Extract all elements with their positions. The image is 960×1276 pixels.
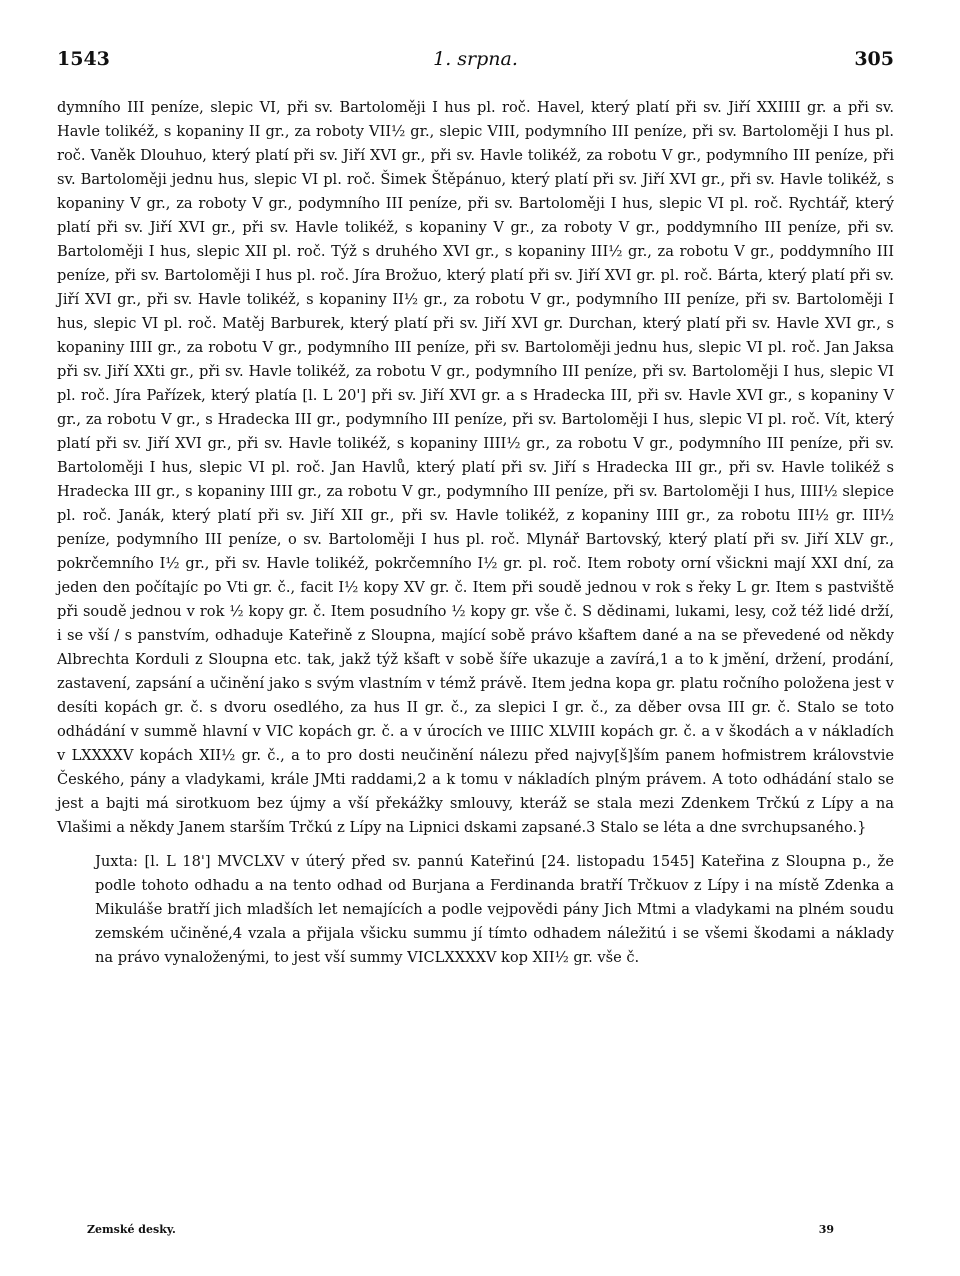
footer-signature-number: 39	[818, 1223, 834, 1236]
running-head	[57, 48, 894, 78]
running-head-date: 1. srpna.	[433, 48, 518, 70]
main-paragraph: dymního III peníze, slepic VI, při sv. Bartoloměji I hus pl. roč. Havel, který platí při sv. Jiří XXIIII gr. a při sv. Havle tolikéž, s kopaniny II gr., za roboty VII½ gr., slepic VIII, podymního III peníze, při sv. Bartoloměji I hus pl. roč. Vaněk Dlouhuo, který platí při sv. Jiří XVI gr., při sv. Havle tolikéž, za robotu V gr., podymního III peníze, při sv. Bartoloměji jednu hus, slepic VI pl. roč. Šimek Štěpánuo, který platí při sv. Jiří XVI gr., při sv. Havle tolikéž, s kopaniny V gr., za roboty V gr., podymního III peníze, při sv. Bartoloměji I hus, slepic VI pl. roč. Rychtář, který platí při sv. Jiří XVI gr., při sv. Havle tolikéž, s kopaniny V gr., za roboty V gr., poddymního III peníze, při sv. Bartoloměji I hus, slepic XII pl. roč. Týž s druhého XVI gr., s kopaniny III½ gr., za robotu V gr., poddymního III peníze, při sv. Bartoloměji I hus pl. roč. Jíra Brožuo, který platí při sv. Jiří XVI gr. pl. roč. Bárta, který platí při sv. Jiří XVI gr., při sv. Havle tolikéž, s kopaniny II½ gr., za robotu V gr., podymního III peníze, při sv. Bartoloměji I hus, slepic VI pl. roč. Matěj Barburek, který platí při sv. Jiří XVI gr. Durchan, který platí při sv. Havle XVI gr., s kopaniny IIII gr., za robotu V gr., podymního III peníze, při sv. Bartoloměji jednu hus, slepic VI pl. roč. Jan Jaksa při sv. Jiří XXti gr., při sv. Havle tolikéž, za robotu V gr., podymního III peníze, při sv. Bartoloměji I hus, slepic VI pl. roč. Jíra Pařízek, který platía [l. L 20'] při sv. Jiří XVI gr. a s Hradecka III, při sv. Havle XVI gr., s kopaniny V gr., za robotu V gr., s Hradecka III gr., podymního III peníze, při sv. Bartoloměji I hus, slepic VI pl. roč. Vít, který platí při sv. Jiří XVI gr., při sv. Havle tolikéž, s kopaniny IIII½ gr., za robotu V gr., podymního III peníze, při sv. Bartoloměji I hus, slepic VI pl. roč. Jan Havlů, který platí při sv. Jiří s Hradecka III gr., při sv. Havle tolikéž s Hradecka III gr., s kopaniny IIII gr., za robotu V gr., podymního III peníze, při sv. Bartoloměji I hus, IIII½ slepice pl. roč. Janák, který platí při sv. Jiří XII gr., při sv. Havle tolikéž, z kopaniny IIII gr., za robotu III½ gr. III½ peníze, podymního III peníze, o sv. Bartoloměji I hus pl. roč. Mlynář Bartovský, který platí při sv. Jiří XLV gr., pokrčemního I½ gr., při sv. Havle tolikéž, pokrčemního I½ gr. pl. roč. Item roboty orní všickni mají XXI dní, za jeden den počítajíc po Vti gr. č., facit I½ kopy XV gr. č. Item při soudě jednou v rok s řeky L gr. Item s pastviště při soudě jednou v rok ½ kopy gr. č. Item posudního ½ kopy gr. vše č. S dědinami, lukami, lesy, což též lidé drží, i se vší / s panstvím, odhaduje Kateřině z Sloupna, mající sobě právo kšaftem dané a na se převedené od někdy Albrechta Korduli z Sloupna etc. tak, jakž týž kšaft v sobě šíře ukazuje a zavírá,1 a to k jmění, držení, prodání, zastavení, zapsání a učinění jako s svým vlastním v témž právě. Item jedna kopa gr. platu ročního položena jest v desíti kopách gr. č. s dvoru osedlého, za hus II gr. č., za slepici I gr. č., za děber ovsa III gr. č. Stalo se toto odhádání v summě hlavní v VIC kopách gr. č. a v úrocích ve IIIIC XLVIII kopách gr. č. a v škodách a v nákladích v LXXXXV kopách XII½ gr. č., a to pro dosti neučinění nálezu před najvy[š]ším panem hofmistrem královstvie Českého, pány a vladykami, krále JMti raddami,2 a k tomu v nákladích plným právem. A toto odhádání stalo se jest a bajti má sirotkuom bez újmy a vší překážky smlouvy, kteráž se stala mezi Zdenkem Trčkú z Lípy a na Vlašimi a někdy Janem starším Trčkú z Lípy na Lipnici dskami zapsané.3 Stalo se léta a dne svrchupsaného.}	[57, 99, 894, 836]
book-page	[57, 48, 894, 970]
page-footer	[57, 1223, 894, 1243]
main-text-block	[57, 96, 894, 840]
juxta-note-block	[95, 850, 894, 970]
footer-signature: Zemské desky.	[87, 1223, 176, 1236]
page-number: 305	[854, 48, 894, 70]
juxta-paragraph: Juxta: [l. L 18'] MVCLXV v úterý před sv. pannú Kateřinú [24. listopadu 1545] Kateřina z Sloupna p., že podle tohoto odhadu a na tento odhad od Burjana a Ferdinanda bratří Trčkuov z Lípy i na místě Zdenka a Mikuláše bratří jich mladších let nemajících a podle vejpovědi pány Jich Mtmi a vladykami na plném soudu zemském učiněné,4 vzala a přijala všicku summu jí tímto odhadem náležitú i se všemi škodami a náklady na právo vynaloženými, to jest vší summy VICLXXXXV kop XII½ gr. vše č.	[95, 853, 894, 966]
running-head-year: 1543	[57, 48, 110, 70]
